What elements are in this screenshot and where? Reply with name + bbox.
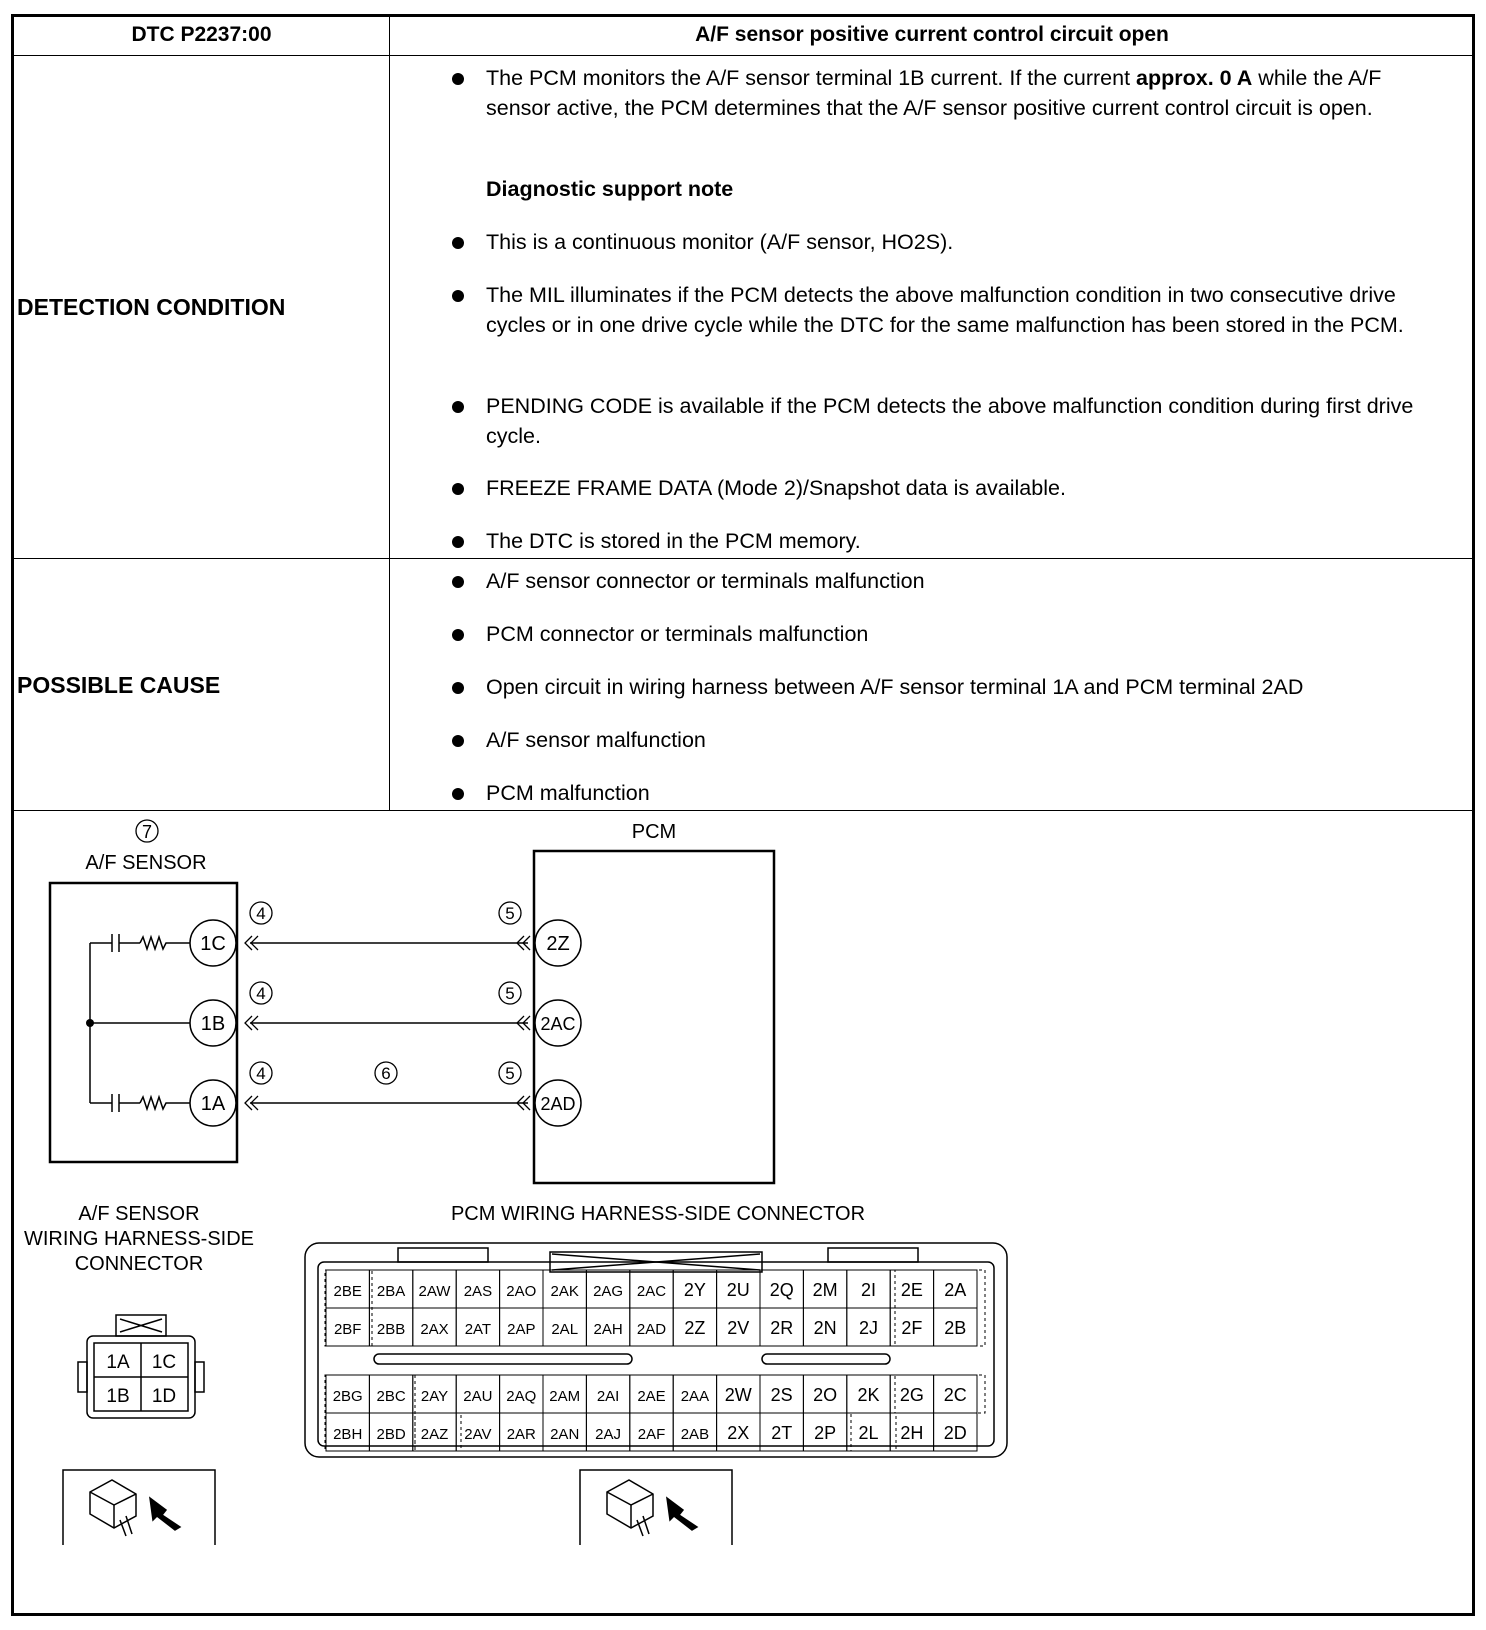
callout-6-text: 6 (381, 1064, 391, 1083)
pcm-pin-label: 2BF (333, 1321, 362, 1338)
pcm-pin-label: 2T (771, 1423, 793, 1443)
diagnostic-note-heading: Diagnostic support note (486, 177, 734, 201)
sensor-pin-1a: 1A (106, 1352, 130, 1373)
sensor-internal-circuit (90, 934, 190, 1112)
sensor-pin-1d: 1D (151, 1386, 177, 1407)
pcm-pin-label: 2BA (376, 1283, 406, 1300)
pcm-pin-label: 2BE (333, 1283, 362, 1300)
terminal-2ac-label: 2AC (540, 1014, 576, 1034)
pcm-pin-label: 2AE (637, 1388, 666, 1405)
terminal-1b-label: 1B (200, 1013, 226, 1035)
pcm-pin-label: 2AG (593, 1283, 624, 1300)
terminal-2z-label: 2Z (546, 933, 570, 955)
pcm-pin-label: 2BD (376, 1426, 406, 1443)
pcm-pin-label: 2AN (550, 1426, 580, 1443)
pcm-pin-label: 2P (814, 1423, 837, 1443)
pcm-pin-label: 2M (812, 1280, 838, 1300)
pcm-pin-label: 2AT (464, 1321, 492, 1338)
terminal-2ad-label: 2AD (540, 1094, 576, 1114)
pcm-pin-label: 2L (858, 1423, 879, 1443)
pcm-pin-label: 2F (901, 1318, 923, 1338)
pcm-pin-label: 2AW (418, 1283, 451, 1300)
callout-4-text: 4 (256, 984, 266, 1003)
terminal-1a-label: 1A (200, 1093, 226, 1115)
note-item: FREEZE FRAME DATA (Mode 2)/Snapshot data is available. (448, 473, 1448, 503)
callout-5-text: 5 (505, 1064, 515, 1083)
pcm-pin-label: 2AZ (420, 1426, 449, 1443)
pcm-pin-label: 2W (724, 1385, 752, 1405)
pcm-pin-label: 2AP (507, 1321, 536, 1338)
pcm-pin-label: 2AR (506, 1426, 536, 1443)
pcm-pin-label: 2AM (549, 1388, 581, 1405)
cause-item: A/F sensor connector or terminals malfunction (448, 566, 1448, 596)
cause-item: Open circuit in wiring harness between A/F sensor terminal 1A and PCM terminal 2AD (448, 672, 1448, 702)
pcm-pin-label: 2AF (637, 1426, 666, 1443)
pcm-pin-label: 2BH (333, 1426, 363, 1443)
dtc-code: DTC P2237:00 (131, 23, 272, 46)
pcm-connector-pins (326, 1270, 977, 1451)
note-item: The DTC is stored in the PCM memory. (448, 526, 1448, 556)
pcm-pin-label: 2X (727, 1423, 750, 1443)
detection-condition-label: DETECTION CONDITION (17, 294, 286, 320)
pcm-pin-label: 2D (943, 1423, 967, 1443)
pcm-pin-label: 2AI (596, 1388, 620, 1405)
pcm-connector-view-icon (580, 1470, 732, 1545)
pcm-connector-title: PCM WIRING HARNESS-SIDE CONNECTOR (450, 1203, 866, 1225)
pcm-pin-label: 2H (900, 1423, 924, 1443)
sensor-connector-title-line1: A/F SENSOR (78, 1203, 200, 1225)
pcm-pin-label: 2B (944, 1318, 967, 1338)
af-sensor-label: A/F SENSOR (85, 852, 207, 874)
pcm-pin-label: 2BG (332, 1388, 363, 1405)
callout-5-text: 5 (505, 904, 515, 923)
pcm-pin-label: 2AX (420, 1321, 449, 1338)
pcm-pin-label: 2AV (464, 1426, 492, 1443)
pcm-pin-label: 2AO (506, 1283, 537, 1300)
pcm-pin-label: 2O (813, 1385, 838, 1405)
detection-item-bold: approx. 0 A (1136, 66, 1253, 90)
pcm-pin-label: 2AH (593, 1321, 623, 1338)
pcm-pin-label: 2Y (683, 1280, 706, 1300)
sensor-number: 7 (141, 822, 153, 842)
sensor-connector-title-line2: WIRING HARNESS-SIDE (23, 1228, 255, 1250)
pcm-label: PCM (631, 821, 677, 843)
pcm-pin-label: 2U (726, 1280, 750, 1300)
cause-item: A/F sensor malfunction (448, 725, 1448, 755)
pcm-pin-label: 2AQ (506, 1388, 537, 1405)
af-sensor-connector-view-icon (63, 1470, 215, 1545)
pcm-pin-label: 2R (770, 1318, 794, 1338)
cause-item: PCM connector or terminals malfunction (448, 619, 1448, 649)
note-item: PENDING CODE is available if the PCM detects the above malfunction condition during first drive cycle. (448, 391, 1448, 451)
pcm-pin-label: 2BB (376, 1321, 406, 1338)
pcm-pin-label: 2AA (680, 1388, 710, 1405)
pcm-pin-label: 2AK (550, 1283, 579, 1300)
cause-item: PCM malfunction (448, 778, 1448, 808)
pcm-pin-label: 2E (900, 1280, 923, 1300)
dtc-title: A/F sensor positive current control circuit open (695, 23, 1169, 46)
pcm-pin-label: 2AB (680, 1426, 710, 1443)
callout-4-text: 4 (256, 1064, 266, 1083)
pcm-pin-label: 2V (727, 1318, 750, 1338)
pcm-pin-label: 2S (770, 1385, 793, 1405)
pcm-pin-label: 2Q (769, 1280, 794, 1300)
pcm-pin-label: 2AU (463, 1388, 493, 1405)
sensor-connector-title-line3: CONNECTOR (74, 1253, 204, 1275)
pcm-pin-label: 2A (944, 1280, 967, 1300)
pcm-pin-label: 2C (943, 1385, 967, 1405)
detection-item-text: The PCM monitors the A/F sensor terminal 1B current. If the current (486, 66, 1137, 90)
sensor-pin-1b: 1B (106, 1386, 130, 1407)
possible-cause-label: POSSIBLE CAUSE (17, 672, 221, 698)
pcm-pin-label: 2BC (376, 1388, 406, 1405)
pcm-pin-label: 2AJ (595, 1426, 622, 1443)
callout-5-text: 5 (505, 984, 515, 1003)
callout-4-text: 4 (256, 904, 266, 923)
pcm-pin-label: 2G (899, 1385, 924, 1405)
sensor-pin-1c: 1C (151, 1352, 177, 1373)
pcm-pin-label: 2AD (636, 1321, 667, 1338)
pcm-pin-label: 2AC (636, 1283, 667, 1300)
pcm-pin-label: 2Z (684, 1318, 706, 1338)
junction-dot (86, 1019, 94, 1027)
pcm-pin-label: 2AS (463, 1283, 493, 1300)
note-item: The MIL illuminates if the PCM detects the above malfunction condition in two consecutive drive cycles or in one drive cycle while the DTC for the same malfunction has been stored in the PCM. (448, 280, 1448, 340)
detection-item-text: while the A/F sensor active, the PCM determines that the A/F sensor positive current control circuit is open. (486, 66, 1382, 120)
pcm-pin-label: 2AL (551, 1321, 579, 1338)
pcm-pin-label: 2I (860, 1280, 877, 1300)
note-item: This is a continuous monitor (A/F sensor, HO2S). (448, 227, 1448, 257)
pcm-pin-label: 2AY (420, 1388, 449, 1405)
pcm-pin-label: 2K (857, 1385, 880, 1405)
terminal-1c-label: 1C (200, 933, 226, 955)
af-sensor-connector (78, 1315, 204, 1418)
pcm-pin-label: 2J (858, 1318, 879, 1338)
pcm-pin-label: 2N (813, 1318, 837, 1338)
